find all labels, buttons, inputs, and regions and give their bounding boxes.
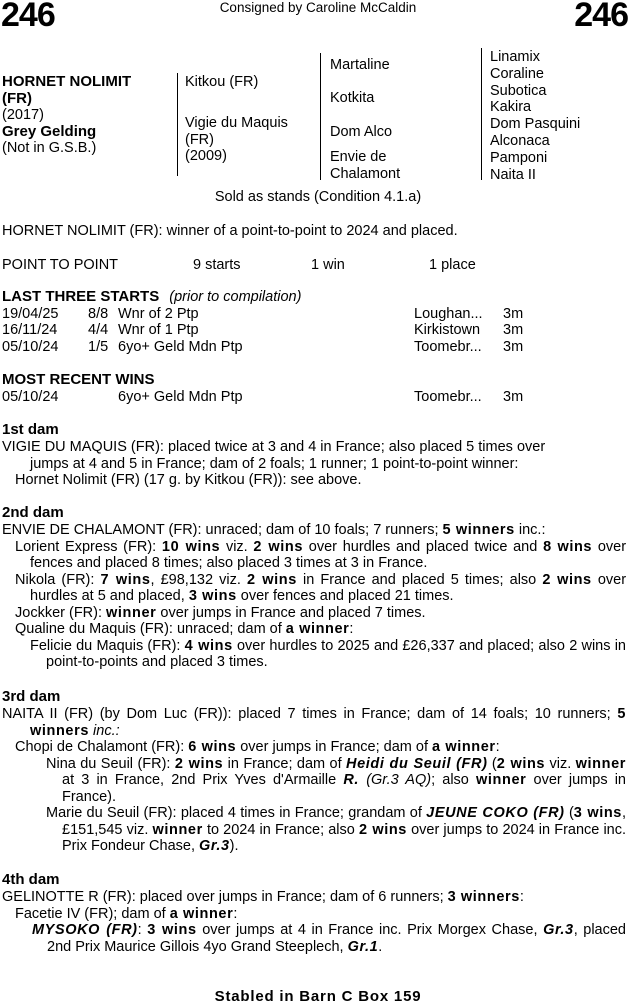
row-pos: 8/8 xyxy=(88,306,109,322)
summary: HORNET NOLIMIT (FR): winner of a point-to-point to 2024 and placed. xyxy=(2,223,458,239)
record-places: 1 place xyxy=(429,257,476,273)
row-date: 19/04/25 xyxy=(2,306,59,322)
dam3-line1: NAITA II (FR) (by Dom Luc (FR)): placed 7 times in France; dam of 14 foals; 10 runners; 5 winners inc.: xyxy=(2,706,626,739)
horse-name: HORNET NOLIMIT xyxy=(2,73,132,90)
dam2-jockker: Jockker (FR): winner over jumps in France and placed 7 times. xyxy=(15,604,426,621)
dam2-qualine: Qualine du Maquis (FR): unraced; dam of a winner: xyxy=(15,621,354,637)
horse-gsb: (Not in G.S.B.) xyxy=(2,140,97,156)
dam4-text xyxy=(2,889,626,955)
dam2-felicie: Felicie du Maquis (FR): 4 wins over hurdles to 2025 and £26,337 and placed; also 2 wins in point-to-points and placed 3 times. xyxy=(30,637,626,670)
last-three-title: LAST THREE STARTS xyxy=(2,288,160,305)
recent-wins-title: MOST RECENT WINS xyxy=(2,371,155,388)
row-course: Loughan... xyxy=(414,306,483,322)
record-label: POINT TO POINT xyxy=(2,257,119,273)
row-date: 05/10/24 xyxy=(2,389,59,405)
dam1-text xyxy=(2,439,626,489)
dam1-line1: VIGIE DU MAQUIS (FR): placed twice at 3 and 4 in France; also placed 5 times over xyxy=(2,439,546,455)
dam4-line1: GELINOTTE R (FR): placed over jumps in France; dam of 6 runners; 3 winners: xyxy=(2,889,524,905)
gen4-7: Pamponi xyxy=(490,149,548,166)
consignor: Consigned by Caroline McCaldin xyxy=(219,0,417,15)
stabled-location: Stabled in Barn C Box 159 xyxy=(214,987,422,1005)
gen4-4: Kakira xyxy=(490,99,532,116)
dam3-nina: Nina du Seuil (FR): 2 wins in France; dam of Heidi du Seuil (FR) (2 wins viz. winner at 3 in France, 2nd Prix Yves d'Armaille R. (Gr.3 AQ); also winner over jumps in France). xyxy=(46,755,627,805)
dam-year: (2009) xyxy=(185,148,227,164)
lot-number-left: 246 xyxy=(1,0,55,34)
gen4-list xyxy=(490,49,580,183)
lot-number-right: 246 xyxy=(574,0,628,34)
gen3-4-line1: Envie de xyxy=(330,149,387,165)
gen3-2: Kotkita xyxy=(330,90,375,106)
row-pos: 4/4 xyxy=(88,322,109,338)
dam3-marie: Marie du Seuil (FR): placed 4 times in France; grandam of JEUNE COKO (FR) (3 wins, £151,545 viz. winner to 2024 in France; also 2 wins over jumps to 2024 in France inc. Prix Fondeur Chase, Gr.3). xyxy=(46,805,627,854)
dam2-text xyxy=(2,522,626,671)
gen3-4 xyxy=(330,149,400,182)
gen4-6: Alconaca xyxy=(490,132,550,149)
horse-year: (2017) xyxy=(2,107,44,123)
dam3-title: 3rd dam xyxy=(2,688,61,705)
row-dist: 3m xyxy=(503,389,524,405)
pedigree-divider-1 xyxy=(177,73,178,176)
record-wins: 1 win xyxy=(311,257,345,273)
sire: Kitkou (FR) xyxy=(185,74,259,90)
row-race: 6yo+ Geld Mdn Ptp xyxy=(118,389,243,405)
gen4-5: Dom Pasquini xyxy=(490,116,581,133)
gen3-4-line2: Chalamont xyxy=(330,165,401,182)
row-course: Toomebr... xyxy=(414,339,482,355)
row-race: Wnr of 1 Ptp xyxy=(118,322,199,338)
gen3-3: Dom Alco xyxy=(330,124,393,140)
row-dist: 3m xyxy=(503,322,524,338)
row-race: 6yo+ Geld Mdn Ptp xyxy=(118,339,243,355)
dam4-mysoko: MYSOKO (FR): 3 wins over jumps at 4 in France inc. Prix Morgex Chase, Gr.3, placed 2nd Prix Maurice Gillois 4yo Grand Steeplech, Gr.1. xyxy=(32,922,627,955)
last-three-note: (prior to compilation) xyxy=(169,289,302,305)
dam4-title: 4th dam xyxy=(2,871,60,888)
pedigree-divider-3 xyxy=(481,48,482,180)
row-date: 16/11/24 xyxy=(2,322,58,338)
gen4-2: Coraline xyxy=(490,65,544,82)
dam-country: (FR) xyxy=(185,131,214,148)
pedigree-divider-2 xyxy=(320,53,321,180)
dam3-chopi: Chopi de Chalamont (FR): 6 wins over jumps in France; dam of a winner: xyxy=(15,739,500,755)
record-starts: 9 starts xyxy=(193,257,241,273)
dam4-facetie: Facetie IV (FR); dam of a winner: xyxy=(15,905,238,922)
dam2-nikola: Nikola (FR): 7 wins, £98,132 viz. 2 wins in France and placed 5 times; also 2 wins over hurdles at 5 and placed, 3 wins over fences and placed 21 times. xyxy=(15,571,627,604)
gen4-1: Linamix xyxy=(490,49,540,65)
dam xyxy=(185,115,288,165)
row-race: Wnr of 2 Ptp xyxy=(118,306,199,322)
horse-name-country: (FR) xyxy=(2,89,32,107)
sold-as: Sold as stands (Condition 4.1.a) xyxy=(214,189,422,205)
dam2-lorient: Lorient Express (FR): 10 wins viz. 2 wins over hurdles and placed twice and 8 wins over fences and placed 8 times; also placed 3 times at 3 in France. xyxy=(15,538,627,571)
dam2-line1: ENVIE DE CHALAMONT (FR): unraced; dam of 10 foals; 7 runners; 5 winners inc.: xyxy=(2,522,546,538)
dam-name: Vigie du Maquis xyxy=(185,115,288,131)
horse-sex: Grey Gelding xyxy=(2,122,97,140)
row-pos: 1/5 xyxy=(88,339,109,355)
row-dist: 3m xyxy=(503,339,524,355)
gen4-8: Naita II xyxy=(490,166,536,183)
row-dist: 3m xyxy=(503,306,524,322)
dam1-line2: jumps at 4 and 5 in France; dam of 2 foals; 1 runner; 1 point-to-point winner: xyxy=(30,455,519,472)
dam1-line3: Hornet Nolimit (FR) (17 g. by Kitkou (FR)): see above. xyxy=(15,472,362,488)
dam2-title: 2nd dam xyxy=(2,504,64,521)
row-date: 05/10/24 xyxy=(2,339,59,355)
gen3-1: Martaline xyxy=(330,57,390,73)
row-course: Toomebr... xyxy=(414,389,482,405)
row-course: Kirkistown xyxy=(414,322,481,338)
dam1-title: 1st dam xyxy=(2,421,59,438)
horse-info xyxy=(2,74,131,157)
dam3-text xyxy=(2,706,626,855)
last-three-heading xyxy=(2,289,301,306)
gen4-3: Subotica xyxy=(490,82,547,99)
